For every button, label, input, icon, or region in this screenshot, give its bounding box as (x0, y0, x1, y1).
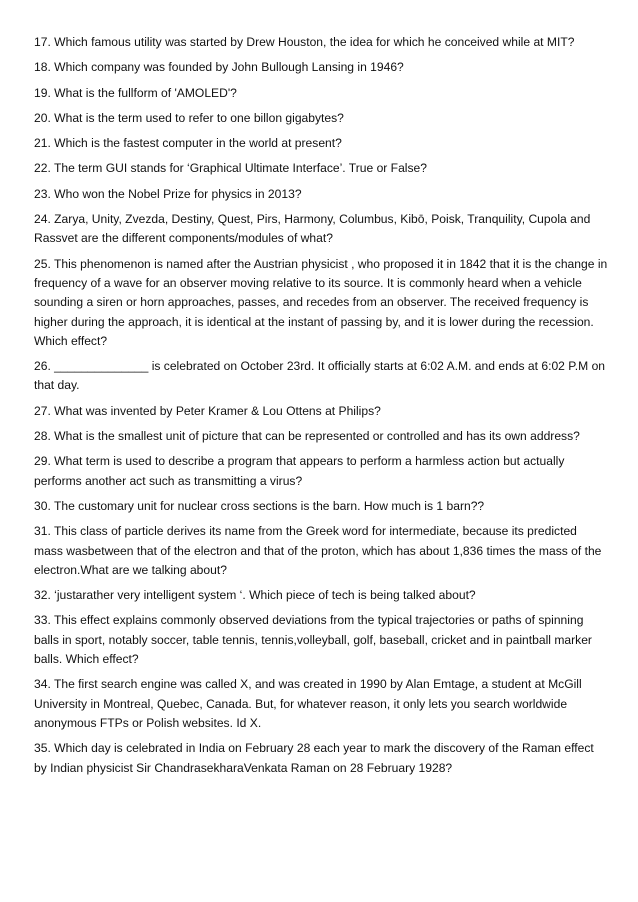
question-21: 21. Which is the fastest computer in the world at present? (34, 136, 342, 151)
question-31: 31. This class of particle derives its name from the Greek word for intermediate, because its predicted mass wasbetween that of the electron and that of the proton, which has about 1,836 times the mass of the electron.What are we talking about? (34, 524, 602, 577)
question-28: 28. What is the smallest unit of picture that can be represented or controlled and has its own address? (34, 429, 580, 444)
question-20: 20. What is the term used to refer to one billon gigabytes? (34, 110, 344, 125)
question-25: 25. This phenomenon is named after the Austrian physicist , who proposed it in 1842 that it is the change in frequency of a wave for an observer moving relative to its source. It is commonly heard when a vehicle sounding a siren or horn approaches, passes, and recedes from an observer. The received frequency is higher during the approach, it is identical at the instant of passing by, and it is lower during the recession. Which effect? (34, 256, 608, 348)
question-35: 35. Which day is celebrated in India on February 28 each year to mark the discovery of the Raman effect by Indian physicist Sir ChandrasekharaVenkata Raman on 28 February 1928? (34, 741, 594, 775)
question-30: 30. The customary unit for nuclear cross sections is the barn. How much is 1 barn?? (34, 498, 485, 513)
question-29: 29. What term is used to describe a program that appears to perform a harmless action but actually performs another act such as transmitting a virus? (34, 454, 565, 488)
question-24: 24. Zarya, Unity, Zvezda, Destiny, Quest, Pirs, Harmony, Columbus, Kibō, Poisk, Tranquility, Cupola and Rassvet are the different components/modules of what? (34, 212, 591, 246)
question-17: 17. Which famous utility was started by Drew Houston, the idea for which he conceived while at MIT? (34, 35, 575, 49)
question-34: 34. The first search engine was called X, and was created in 1990 by Alan Emtage, a student at McGill University in Montreal, Quebec, Canada. But, for whatever reason, it only lets you search worldwide anonymous FTPs or Polish websites. Id X. (34, 677, 582, 730)
question-26: 26. ______________ is celebrated on October 23rd. It officially starts at 6:02 A.M. and ends at 6:02 P.M on that day. (34, 359, 606, 393)
question-27: 27. What was invented by Peter Kramer & Lou Ottens at Philips? (34, 403, 381, 418)
question-32: 32. ‘justarather very intelligent system ‘. Which piece of tech is being talked about? (34, 588, 476, 603)
question-18: 18. Which company was founded by John Bullough Lansing in 1946? (34, 60, 404, 75)
question-22: 22. The term GUI stands for ‘Graphical Ultimate Interface’. True or False? (34, 161, 427, 176)
question-19: 19. What is the fullform of 'AMOLED'? (34, 85, 237, 100)
question-list (34, 33, 608, 784)
question-23: 23. Who won the Nobel Prize for physics in 2013? (34, 186, 302, 201)
question-33: 33. This effect explains commonly observed deviations from the typical trajectories or paths of spinning balls in sport, notably soccer, table tennis, tennis,volleyball, golf, baseball, cricket and in paintball marker balls. Which effect? (34, 613, 592, 667)
